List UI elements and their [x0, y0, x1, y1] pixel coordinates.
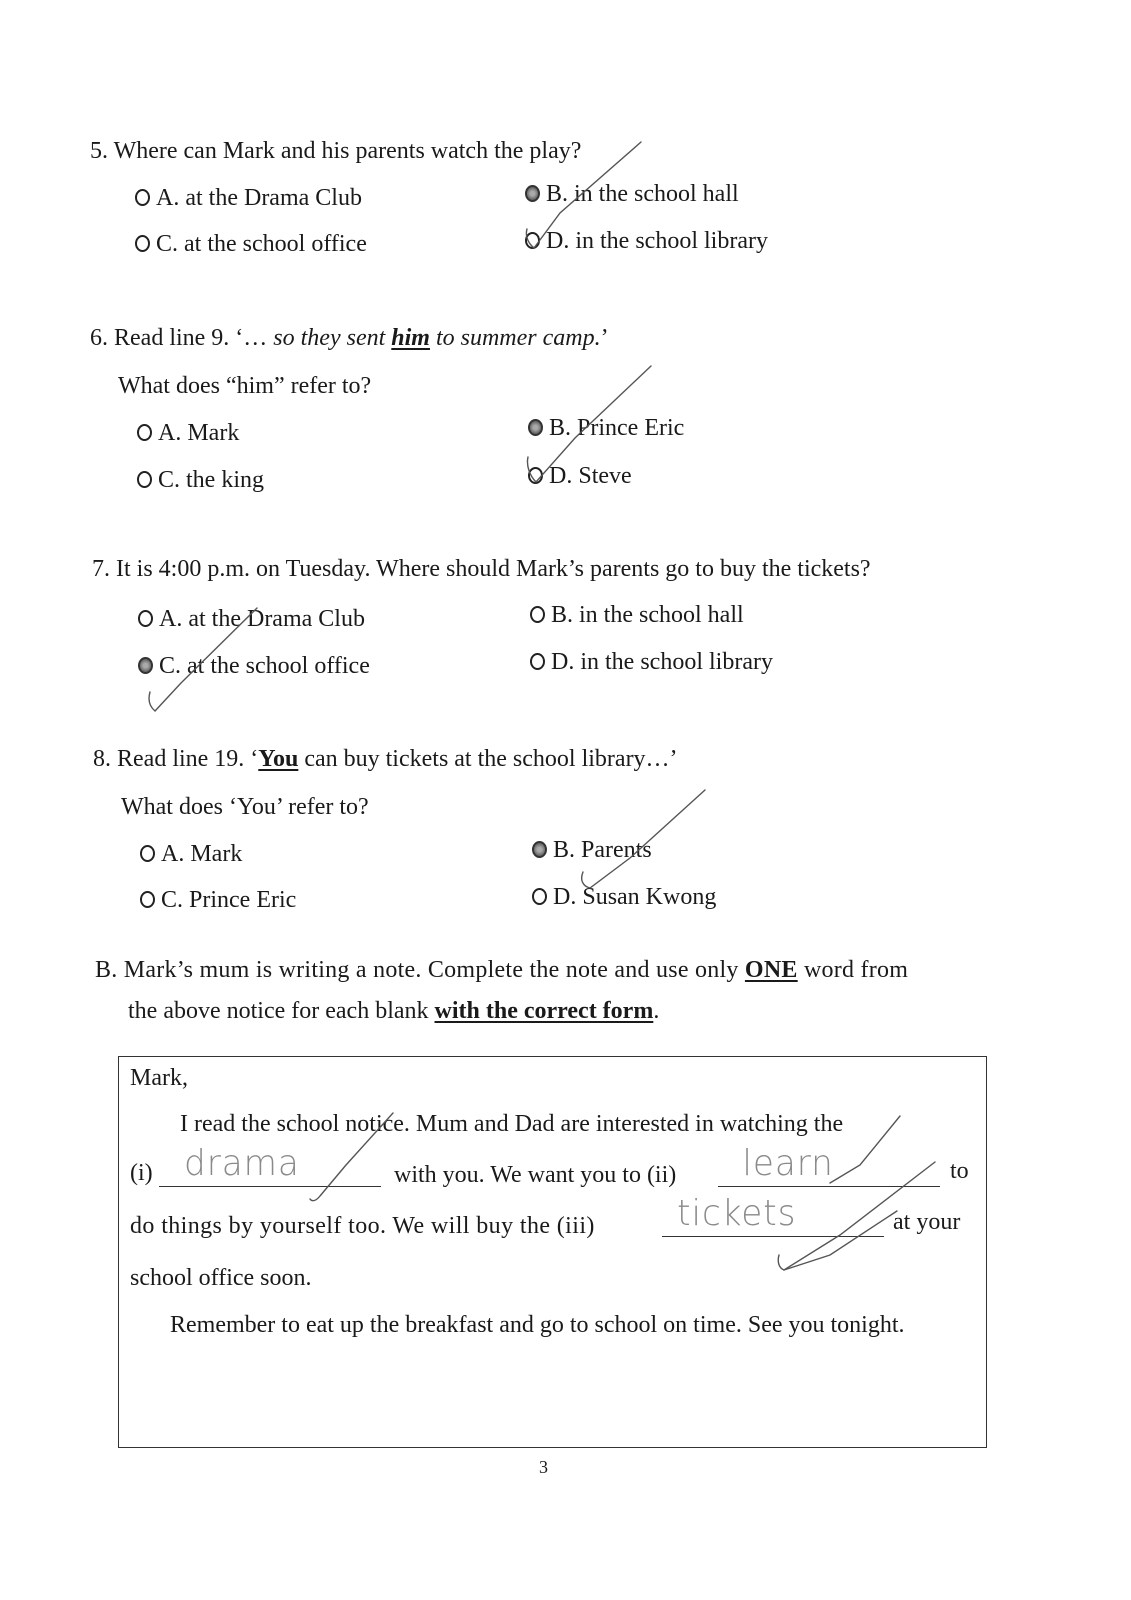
note-greeting: Mark, — [130, 1065, 188, 1091]
option-text: Mark — [187, 420, 240, 446]
emphasized-word: You — [258, 746, 299, 772]
note-line-3-end: at your — [893, 1209, 961, 1235]
emphasized-word: him — [391, 325, 430, 351]
quote-close: ’ — [600, 325, 609, 351]
option-letter: D. — [551, 649, 575, 675]
radio-bubble-icon[interactable] — [530, 606, 545, 623]
handwritten-answer: drama — [183, 1143, 300, 1184]
question-7-stem — [92, 556, 871, 583]
option-letter: A. — [158, 420, 182, 446]
note-line-2-mid: with you. We want you to (ii) — [394, 1162, 677, 1188]
q8-option-b[interactable] — [532, 837, 652, 864]
option-letter: D. — [553, 884, 577, 910]
q5-option-a[interactable] — [135, 185, 362, 212]
instruction-text: . — [653, 998, 660, 1024]
q8-option-d[interactable] — [532, 884, 716, 911]
emphasized-word: ONE — [744, 957, 798, 983]
radio-bubble-icon[interactable] — [135, 235, 150, 252]
quote-text: so they sent — [273, 325, 392, 351]
q5-option-c[interactable] — [135, 231, 367, 258]
option-text: in the school library — [580, 649, 773, 675]
radio-bubble-icon[interactable] — [135, 189, 150, 206]
radio-bubble-icon[interactable] — [140, 891, 155, 908]
radio-bubble-filled-icon[interactable] — [528, 419, 543, 436]
option-text: Parents — [581, 837, 652, 863]
q7-option-d[interactable] — [530, 649, 773, 676]
radio-bubble-filled-icon[interactable] — [525, 185, 540, 202]
section-b-instruction-line1 — [95, 957, 908, 984]
radio-bubble-icon[interactable] — [137, 471, 152, 488]
instruction-text: the above notice for each blank — [128, 998, 435, 1024]
option-text: Susan Kwong — [582, 884, 717, 910]
instruction-text: word from — [797, 957, 909, 983]
option-text: the king — [186, 467, 265, 493]
note-line-3: do things by yourself too. We will buy the (iii) — [130, 1213, 595, 1239]
question-text: It is 4:00 p.m. on Tuesday. Where should Mark’s parents go to buy the tickets? — [116, 556, 871, 582]
option-letter: A. — [159, 606, 183, 632]
option-letter: B. — [551, 602, 574, 628]
q5-option-d[interactable] — [525, 228, 768, 255]
blank-ii-field[interactable] — [718, 1143, 940, 1187]
radio-bubble-icon[interactable] — [525, 232, 540, 249]
blank-label: (i) — [130, 1160, 153, 1186]
emphasized-phrase: with the correct form — [434, 998, 654, 1024]
radio-bubble-icon[interactable] — [137, 424, 152, 441]
option-text: Mark — [190, 841, 243, 867]
question-text: Read line 9. ‘… — [114, 325, 274, 351]
option-text: Steve — [578, 463, 632, 489]
note-line-2 — [130, 1143, 381, 1187]
option-text: in the school hall — [579, 602, 744, 628]
radio-bubble-icon[interactable] — [138, 610, 153, 627]
option-letter: C. — [156, 231, 179, 257]
option-letter: B. — [549, 415, 572, 441]
option-letter: C. — [161, 887, 184, 913]
blank-iii-field[interactable] — [662, 1193, 884, 1237]
q7-option-a[interactable] — [138, 606, 365, 633]
option-text: at the Drama Club — [188, 606, 365, 632]
blank-i-field[interactable] — [159, 1143, 381, 1187]
option-text: Prince Eric — [577, 415, 685, 441]
option-text: at the Drama Club — [185, 185, 362, 211]
question-text: Where can Mark and his parents watch the play? — [113, 138, 582, 164]
q6-option-b[interactable] — [528, 415, 684, 442]
section-b-instruction-line2 — [128, 998, 659, 1025]
radio-bubble-icon[interactable] — [528, 467, 543, 484]
q5-option-b[interactable] — [525, 181, 739, 208]
question-6-subquestion: What does “him” refer to? — [118, 373, 372, 399]
q6-option-a[interactable] — [137, 420, 239, 447]
question-number: 5. — [90, 138, 108, 164]
blank-iii-container — [662, 1193, 884, 1237]
question-5-stem — [90, 138, 581, 165]
question-8-stem — [93, 746, 678, 773]
radio-bubble-icon[interactable] — [140, 845, 155, 862]
q6-option-c[interactable] — [137, 467, 264, 494]
option-letter: A. — [156, 185, 180, 211]
question-text-rest: can buy tickets at the school library…’ — [298, 746, 678, 772]
option-letter: D. — [546, 228, 570, 254]
radio-bubble-icon[interactable] — [530, 653, 545, 670]
blank-ii-container — [718, 1143, 940, 1187]
radio-bubble-icon[interactable] — [532, 888, 547, 905]
q6-option-d[interactable] — [528, 463, 632, 490]
option-text: Prince Eric — [189, 887, 297, 913]
option-letter: B. — [553, 837, 576, 863]
question-8-subquestion: What does ‘You’ refer to? — [121, 794, 369, 820]
quote-text: to summer camp. — [429, 325, 601, 351]
question-6-stem — [90, 325, 609, 352]
note-line-2-end: to — [950, 1158, 969, 1184]
question-number: 6. — [90, 325, 108, 351]
question-number: 8. — [93, 746, 111, 772]
note-line-5: Remember to eat up the breakfast and go to school on time. See you tonight. — [170, 1312, 905, 1338]
section-label: B. — [95, 957, 118, 983]
option-letter: D. — [549, 463, 573, 489]
q7-option-c[interactable] — [138, 653, 370, 680]
option-text: at the school office — [184, 231, 367, 257]
question-text: Read line 19. ‘ — [117, 746, 259, 772]
question-number: 7. — [92, 556, 110, 582]
note-line-4: school office soon. — [130, 1265, 312, 1291]
option-letter: C. — [158, 467, 181, 493]
option-letter: A. — [161, 841, 185, 867]
handwritten-answer: tickets — [677, 1193, 797, 1234]
handwritten-answer: learn — [742, 1143, 834, 1184]
option-text: in the school library — [575, 228, 768, 254]
q8-option-a[interactable] — [140, 841, 242, 868]
option-text: at the school office — [187, 653, 370, 679]
page-number: 3 — [539, 1457, 548, 1477]
q7-option-b[interactable] — [530, 602, 744, 629]
radio-bubble-filled-icon[interactable] — [532, 841, 547, 858]
option-text: in the school hall — [574, 181, 739, 207]
option-letter: C. — [159, 653, 182, 679]
instruction-text: Mark’s mum is writing a note. Complete the note and use only — [123, 957, 745, 983]
note-line-1: I read the school notice. Mum and Dad are interested in watching the — [180, 1111, 844, 1137]
q8-option-c[interactable] — [140, 887, 296, 914]
option-letter: B. — [546, 181, 569, 207]
radio-bubble-filled-icon[interactable] — [138, 657, 153, 674]
